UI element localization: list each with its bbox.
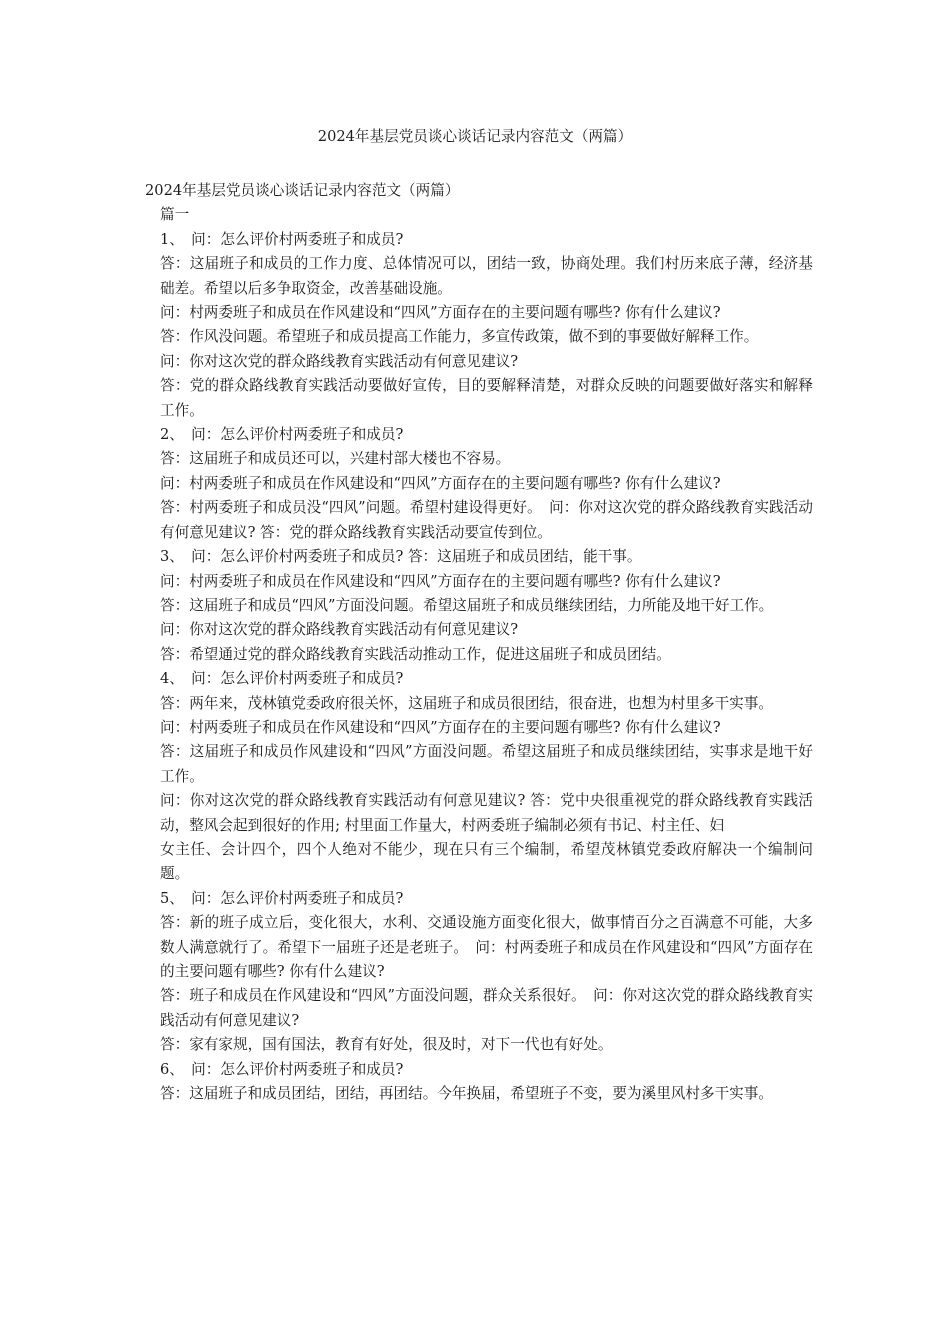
paragraph: 答：班子和成员在作风建设和“四风”方面没问题，群众关系很好。 问：你对这次党的群众路线教育实践活动有何意见建议? <box>160 987 813 1029</box>
paragraph: 问：村两委班子和成员在作风建设和“四风”方面存在的主要问题有哪些? 你有什么建议? <box>160 304 721 322</box>
paragraph: 答：这届班子和成员作风建设和“四风”方面没问题。希望这届班子和成员继续团结，实事求是地干好工作。 <box>160 743 813 785</box>
paragraph: 答：这届班子和成员还可以，兴建村部大楼也不容易。 <box>160 450 511 468</box>
paragraph: 答：这届班子和成员的工作力度、总体情况可以，团结一致，协商处理。我们村历来底子薄，经济基础差。希望以后多争取资金，改善基础设施。 <box>160 255 813 297</box>
paragraph: 3、 问：怎么评价村两委班子和成员? 答：这届班子和成员团结，能干事。 <box>160 548 642 566</box>
paragraph: 5、 问：怎么评价村两委班子和成员? <box>160 889 404 907</box>
paragraph: 4、 问：怎么评价村两委班子和成员? <box>160 670 404 688</box>
paragraph: 1、 问：怎么评价村两委班子和成员? <box>160 230 404 248</box>
paragraph: 答：家有家规，国有国法，教育有好处，很及时，对下一代也有好处。 <box>160 1036 613 1054</box>
paragraph: 6、 问：怎么评价村两委班子和成员? <box>160 1060 404 1078</box>
paragraph: 问：村两委班子和成员在作风建设和“四风”方面存在的主要问题有哪些? 你有什么建议? <box>160 474 721 492</box>
paragraph: 篇一 <box>160 206 190 224</box>
paragraph: 答：村两委班子和成员没“四风”问题。希望村建设得更好。 问：你对这次党的群众路线教育实践活动有何意见建议? 答：党的群众路线教育实践活动要宣传到位。 <box>160 499 813 541</box>
paragraph: 答：两年来，茂林镇党委政府很关怀，这届班子和成员很团结，很奋进，也想为村里多干实事。 <box>160 694 773 712</box>
paragraph: 答：作风没问题。希望班子和成员提高工作能力，多宣传政策，做不到的事要做好解释工作。 <box>160 328 759 346</box>
paragraph: 答：新的班子成立后，变化很大，水利、交通设施方面变化很大，做事情百分之百满意不可能，大多数人满意就行了。希望下一届班子还是老班子。 问：村两委班子和成员在作风建设和“四风”方面存在的主要问题有哪些? 你有什么建议? <box>160 914 813 980</box>
document-title: 2024年基层党员谈心谈话记录内容范文（两篇） <box>317 128 633 145</box>
paragraph: 问：你对这次党的群众路线教育实践活动有何意见建议? <box>160 352 519 370</box>
paragraph: 答：这届班子和成员团结，团结，再团结。今年换届，希望班子不变，要为溪里风村多干实事。 <box>160 1085 773 1103</box>
paragraph: 2、 问：怎么评价村两委班子和成员? <box>160 426 404 444</box>
paragraph: 问：村两委班子和成员在作风建设和“四风”方面存在的主要问题有哪些? 你有什么建议? <box>160 572 721 590</box>
paragraph: 答：这届班子和成员“四风”方面没问题。希望这届班子和成员继续团结，力所能及地干好工作。 <box>160 596 774 614</box>
paragraph: 答：党的群众路线教育实践活动要做好宣传，目的要解释清楚，对群众反映的问题要做好落实和解释工作。 <box>160 377 813 419</box>
paragraph: 2024年基层党员谈心谈话记录内容范文（两篇） <box>145 182 460 199</box>
paragraph: 女主任、会计四个，四个人绝对不能少，现在只有三个编制，希望茂林镇党委政府解决一个编制问题。 <box>160 840 813 883</box>
paragraph: 答：希望通过党的群众路线教育实践活动推动工作，促进这届班子和成员团结。 <box>160 645 671 663</box>
paragraph: 问：你对这次党的群众路线教育实践活动有何意见建议? <box>160 621 519 639</box>
paragraph: 问：村两委班子和成员在作风建设和“四风”方面存在的主要问题有哪些? 你有什么建议? <box>160 718 721 736</box>
document-body <box>145 179 813 1106</box>
paragraph: 问：你对这次党的群众路线教育实践活动有何意见建议? 答：党中央很重视党的群众路线教育实践活动，整风会起到很好的作用; 村里面工作量大，村两委班子编制必须有书记、村主任、妇 <box>160 792 813 834</box>
